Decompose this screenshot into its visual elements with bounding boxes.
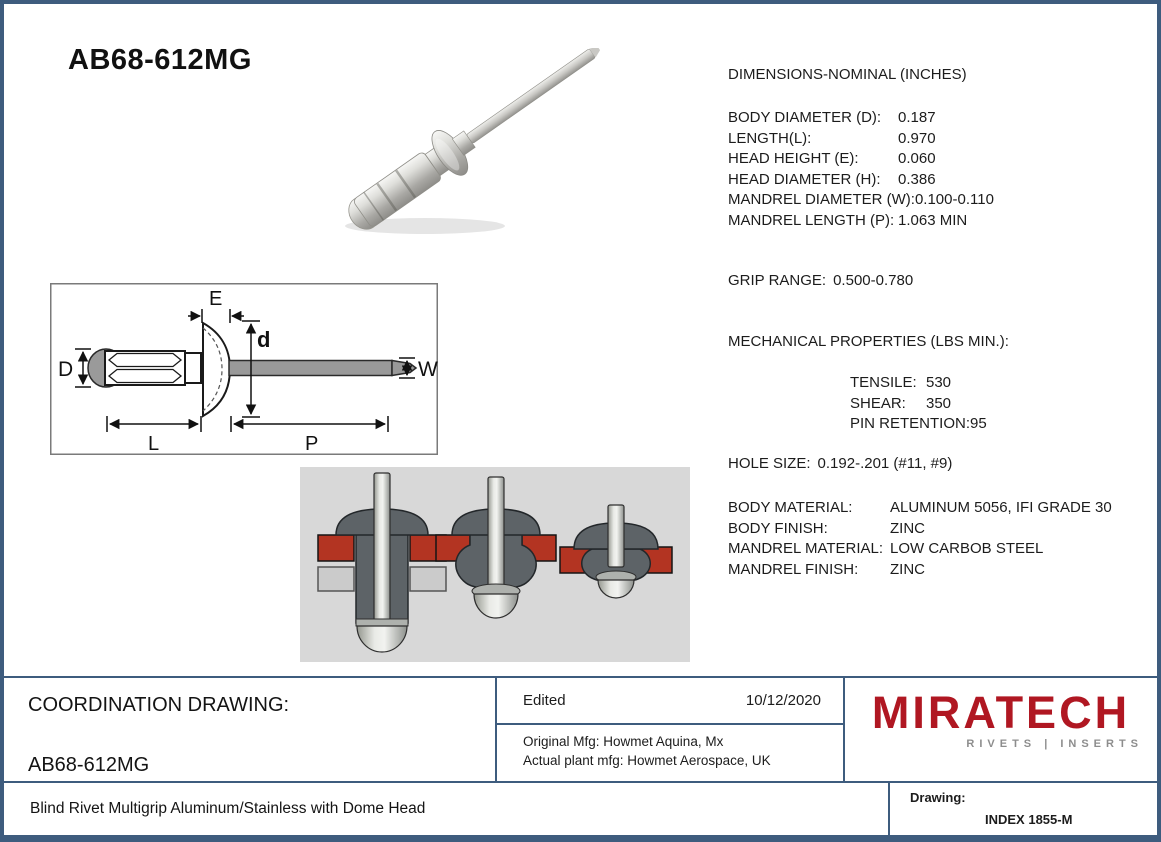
dimension-d-label: d [257,327,271,352]
mandrel-stem [374,473,390,627]
actual-mfg: Actual plant mfg: Howmet Aerospace, UK [523,753,771,768]
mechanical-value: 95 [970,415,987,433]
dimension-W-label: W [418,358,438,381]
manufacturer-info [523,732,771,770]
page-title: AB68-612MG [68,44,252,76]
material-row [728,539,1112,560]
diagram-collar [185,353,201,383]
mechanical-heading: MECHANICAL PROPERTIES (LBS MIN.): [728,333,1009,350]
material-label: BODY FINISH: [728,519,828,537]
edited-row [523,692,821,709]
dimension-label: HEAD DIAMETER (H): [728,170,881,188]
mechanical-value: 530 [926,374,952,391]
dimension-value: 0.100-0.110 [914,191,994,208]
dimension-D-label: D [58,358,74,381]
mandrel-stem [608,505,624,567]
dimension-row [728,108,994,129]
dimension-E-label: E [209,288,223,310]
dimension-row [728,211,994,232]
dimension-value: 0.060 [898,150,936,167]
diagram-body [105,351,185,385]
dimension-label: BODY DIAMETER (D): [728,109,882,126]
drawing-label: Drawing: [910,790,966,805]
installation-illustration [300,467,690,662]
drawing-index: INDEX 1855-M [985,812,1073,827]
material-value: ZINC [890,519,925,537]
mandrel-stem [488,477,504,589]
dimension-row [728,170,994,191]
mechanical-row [850,394,987,415]
material-row [728,519,1112,540]
mechanical-list [850,373,987,435]
lower-sheet [318,567,354,591]
dimension-value: 0.187 [898,109,936,126]
dimension-label: LENGTH(L): [728,129,812,147]
mechanical-label: TENSILE: [850,374,917,391]
upper-sheet-red [318,535,354,561]
material-value: LOW CARBOB STEEL [890,540,1044,557]
part-number: AB68-612MG [28,754,150,776]
edited-label: Edited [523,692,566,709]
material-label: BODY MATERIAL: [728,499,853,516]
mechanical-label: PIN RETENTION: [850,415,971,433]
dimension-label: MANDREL LENGTH (P): [728,211,895,229]
mechanical-value: 350 [926,394,952,412]
mechanical-row [850,373,987,394]
dimension-label: MANDREL DIAMETER (W): [728,191,915,208]
material-label: MANDREL MATERIAL: [728,540,884,557]
dimension-value: 0.386 [898,170,936,188]
hole-size-label: HOLE SIZE: [728,455,811,472]
materials-list [728,498,1112,580]
specs-heading: DIMENSIONS-NOMINAL (INCHES) [728,66,967,83]
dimension-L-label: L [148,433,160,455]
dimensions-list [728,108,994,231]
rivet-mandrel [466,49,595,144]
dimension-label: HEAD HEIGHT (E): [728,150,859,167]
diagram-mandrel [229,361,392,376]
grip-range [728,272,913,289]
material-value: ZINC [890,560,925,578]
grip-range-value: 0.500-0.780 [833,272,914,289]
titleblock-divider [495,723,845,725]
titleblock-divider [4,781,1157,783]
mandrel-washer [356,619,408,626]
mechanical-label: SHEAR: [850,394,906,412]
coordination-drawing-label: COORDINATION DRAWING: [28,694,290,716]
hole-size [728,455,952,472]
titleblock-divider [888,781,890,835]
mechanical-row [850,414,987,435]
dimension-value: 0.970 [898,129,936,147]
grip-range-label: GRIP RANGE: [728,272,827,289]
rivet-dimension-diagram [50,283,438,455]
dimension-row [728,149,994,170]
dimension-row [728,129,994,150]
rivet-photo [330,48,640,238]
material-label: MANDREL FINISH: [728,560,859,578]
logo-tagline: RIVETS | INSERTS [966,738,1143,750]
hole-size-value: 0.192-.201 (#11, #9) [817,455,953,472]
material-value: ALUMINUM 5056, IFI GRADE 30 [890,499,1112,516]
logo-wordmark: MIRATECH [871,687,1131,738]
titleblock-divider [495,676,497,783]
original-mfg: Original Mfg: Howmet Aquina, Mx [523,734,724,749]
dimension-P-label: P [305,433,319,455]
rivet-body [352,151,442,228]
part-description: Blind Rivet Multigrip Aluminum/Stainless with Dome Head [30,800,426,817]
rivet-photo-body [337,48,613,238]
dimension-value: 1.063 MIN [898,211,968,229]
material-row [728,560,1112,581]
edited-date: 10/12/2020 [745,692,821,709]
lower-sheet [410,567,446,591]
dimension-row [728,190,994,211]
company-logo [845,678,1157,781]
material-row [728,498,1112,519]
